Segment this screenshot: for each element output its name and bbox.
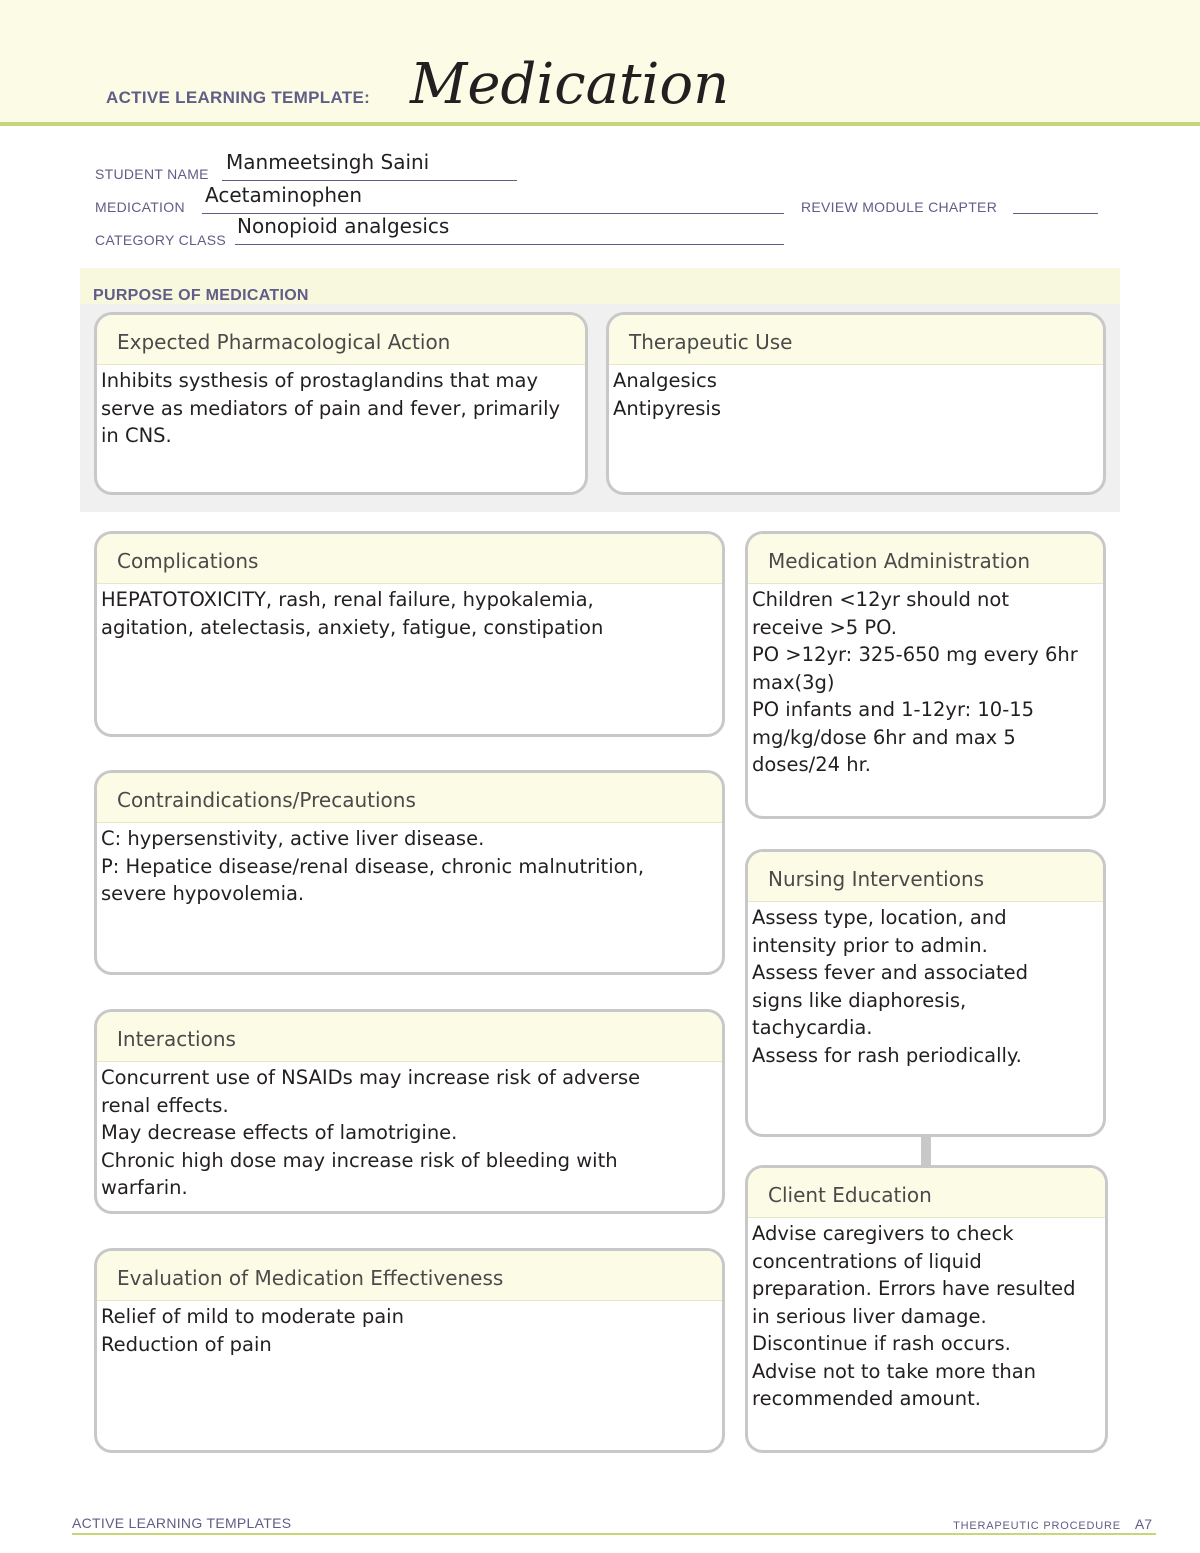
review-module-field[interactable] [1013, 213, 1098, 214]
category-class-label: CATEGORY CLASS [95, 232, 227, 248]
text-line: HEPATOTOXICITY, rash, renal failure, hypokalemia, [101, 588, 594, 611]
text-line: tachycardia. [752, 1016, 873, 1039]
contraindications-box [94, 770, 725, 975]
text-line: mg/kg/dose 6hr and max 5 [752, 725, 1016, 749]
footer-left: ACTIVE LEARNING TEMPLATES [72, 1515, 292, 1531]
text-line: doses/24 hr. [752, 753, 871, 776]
evaluation-title: Evaluation of Medication Effectiveness [97, 1251, 722, 1301]
contraindications-title: Contraindications/Precautions [97, 773, 722, 823]
evaluation-box [94, 1248, 725, 1453]
text-line: serve as mediators of pain and fever, primarily [101, 396, 561, 420]
therapeutic-use-text[interactable] [609, 365, 1103, 422]
text-line: Assess for rash periodically. [752, 1043, 1022, 1067]
text-line: preparation. Errors have resulted [752, 1277, 1076, 1300]
student-name-underline [222, 180, 517, 181]
nursing-interventions-title: Nursing Interventions [748, 852, 1103, 902]
text-line: recommended amount. [752, 1387, 981, 1410]
student-name-value: Manmeetsingh Saini [226, 150, 430, 174]
text-line: Children <12yr should not [752, 588, 1009, 611]
complications-title: Complications [97, 534, 722, 584]
text-line: P: Hepatice disease/renal disease, chronic malnutrition, [101, 854, 645, 878]
text-line: concentrations of liquid [752, 1249, 982, 1273]
text-line: signs like diaphoresis, [752, 988, 967, 1012]
text-line: renal effects. [101, 1093, 229, 1117]
therapeutic-use-title: Therapeutic Use [609, 315, 1103, 365]
review-module-label: REVIEW MODULE CHAPTER [801, 199, 998, 215]
interactions-text[interactable] [97, 1062, 722, 1202]
text-line: agitation, atelectasis, anxiety, fatigue, constipation [101, 615, 604, 639]
client-education-text[interactable] [748, 1218, 1105, 1413]
text-line: severe hypovolemia. [101, 882, 305, 905]
category-class-value: Nonopioid analgesics [237, 214, 450, 238]
interactions-title: Interactions [97, 1012, 722, 1062]
template-label: ACTIVE LEARNING TEMPLATE: [106, 88, 371, 107]
text-line: Relief of mild to moderate pain [101, 1305, 404, 1328]
client-education-title: Client Education [748, 1168, 1105, 1218]
medication-value: Acetaminophen [205, 183, 363, 207]
text-line: PO >12yr: 325-650 mg every 6hr [752, 643, 1078, 666]
nursing-interventions-text[interactable] [748, 902, 1103, 1069]
footer-right [953, 1516, 1152, 1532]
text-line: warfarin. [101, 1176, 188, 1199]
text-line: in CNS. [101, 424, 172, 447]
purpose-title: PURPOSE OF MEDICATION [93, 287, 309, 304]
expected-action-title: Expected Pharmacological Action [97, 315, 585, 365]
text-line: Concurrent use of NSAIDs may increase risk of adverse [101, 1066, 641, 1089]
medication-administration-title: Medication Administration [748, 534, 1103, 584]
page-title: Medication [410, 52, 730, 117]
complications-text[interactable] [97, 584, 722, 641]
text-line: Inhibits systhesis of prostaglandins that may [101, 369, 539, 392]
text-line: max(3g) [752, 670, 835, 694]
text-line: PO infants and 1-12yr: 10-15 [752, 698, 1035, 721]
text-line: in serious liver damage. [752, 1304, 987, 1328]
text-line: Chronic high dose may increase risk of bleeding with [101, 1148, 618, 1172]
student-name-label: STUDENT NAME [95, 166, 209, 182]
therapeutic-use-box [606, 312, 1106, 495]
page-number: A7 [1134, 1516, 1152, 1532]
text-line: Assess fever and associated [752, 961, 1028, 984]
text-line: May decrease effects of lamotrigine. [101, 1121, 458, 1144]
client-education-box [745, 1165, 1108, 1453]
complications-box [94, 531, 725, 737]
interactions-box [94, 1009, 725, 1214]
text-line: Discontinue if rash occurs. [752, 1332, 1011, 1355]
text-line: Assess type, location, and [752, 906, 1007, 929]
text-line: Advise not to take more than [752, 1359, 1037, 1383]
text-line: intensity prior to admin. [752, 933, 988, 957]
text-line: Antipyresis [613, 396, 722, 420]
text-line: C: hypersenstivity, active liver disease. [101, 827, 485, 850]
footer-section: THERAPEUTIC PROCEDURE [953, 1520, 1121, 1532]
category-class-underline [235, 244, 784, 245]
expected-action-box [94, 312, 588, 495]
expected-action-text[interactable] [97, 365, 585, 450]
footer-rule [72, 1533, 1156, 1535]
medication-administration-text[interactable] [748, 584, 1103, 779]
text-line: Advise caregivers to check [752, 1222, 1014, 1245]
medication-label: MEDICATION [95, 199, 185, 215]
text-line: Analgesics [613, 369, 717, 392]
medication-administration-box [745, 531, 1106, 819]
text-line: receive >5 PO. [752, 615, 897, 639]
evaluation-text[interactable] [97, 1301, 722, 1358]
box-connector [921, 1135, 931, 1167]
contraindications-text[interactable] [97, 823, 722, 908]
nursing-interventions-box [745, 849, 1106, 1137]
text-line: Reduction of pain [101, 1332, 272, 1356]
